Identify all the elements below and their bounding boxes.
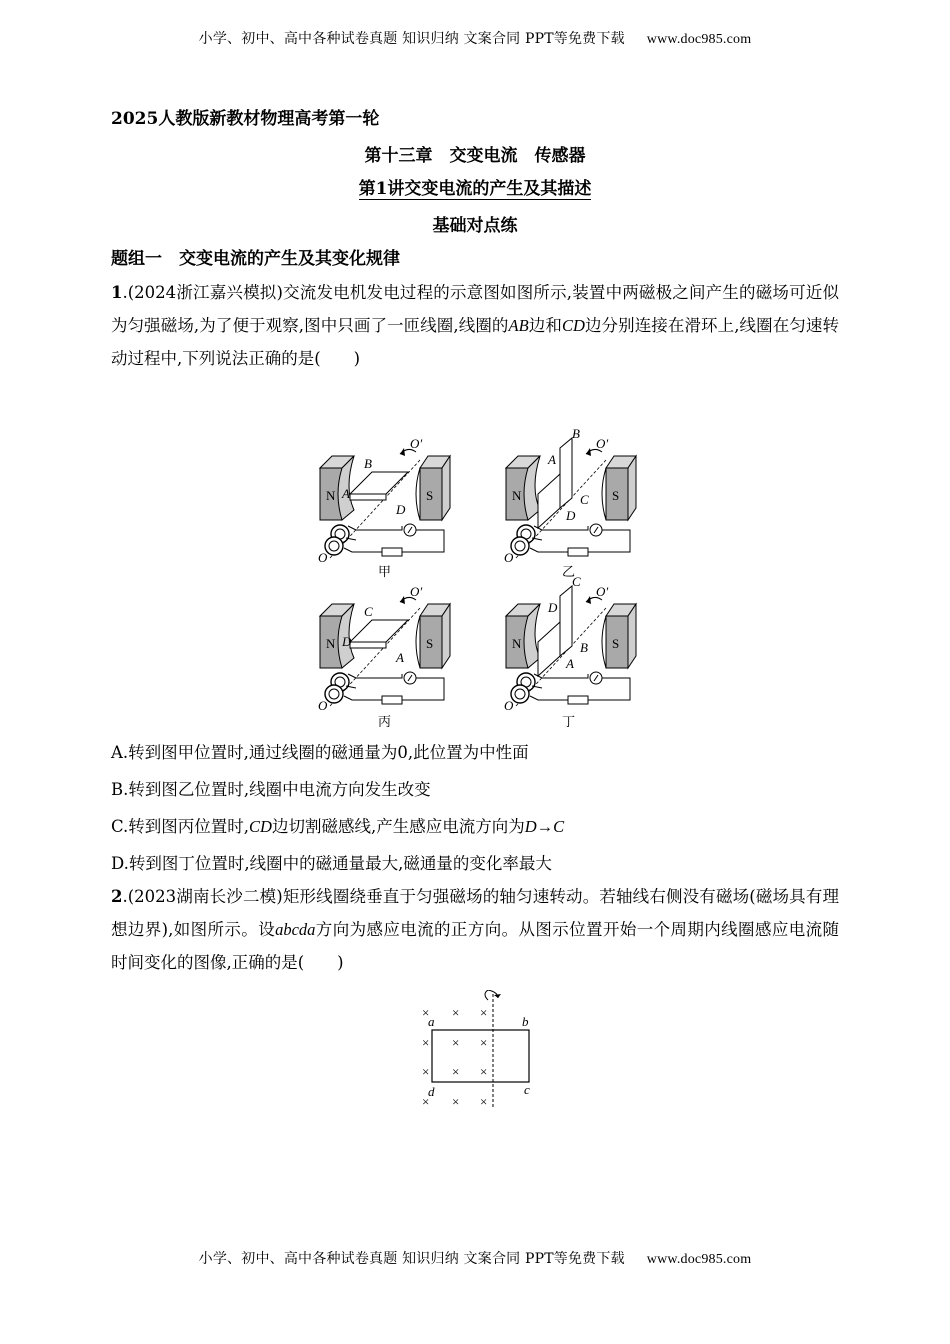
svg-text:×: × xyxy=(422,1005,430,1020)
panel-yi xyxy=(504,426,636,579)
page-header xyxy=(0,28,950,48)
header-text: 小学、初中、高中各种试卷真题 知识归纳 文案合同 PPT等免费下载 xyxy=(198,31,625,47)
document-body xyxy=(111,103,839,375)
question-2-text-b: 方向为感应电流的正方向。从图示位置开始一个周期内线圈感应电流随时间变化的图像,正确的是( ) xyxy=(111,920,840,972)
question-1-text-c: 边分别连接在滑环上,线圈在匀速转动过程中,下列说法正确的是( ) xyxy=(111,316,839,368)
svg-text:×: × xyxy=(422,1064,430,1079)
label-d: D xyxy=(342,634,352,649)
label-c: C xyxy=(580,492,589,507)
generator-figure xyxy=(312,422,642,727)
label-n: N xyxy=(326,488,336,503)
svg-text:×: × xyxy=(452,1064,460,1079)
svg-text:×: × xyxy=(422,1094,430,1109)
label-d: d xyxy=(428,1084,435,1099)
option-b[interactable]: B.转到图乙位置时,线圈中电流方向发生改变 xyxy=(111,780,431,799)
option-c-pre: C.转到图丙位置时, xyxy=(111,817,250,836)
label-c: C xyxy=(572,574,581,589)
svg-text:×: × xyxy=(480,1064,488,1079)
label-s: S xyxy=(612,488,620,503)
footer-text: 小学、初中、高中各种试卷真题 知识归纳 文案合同 PPT等免费下载 xyxy=(198,1251,625,1267)
panel-label-ding: 丁 xyxy=(562,714,576,727)
label-abcda: abcda xyxy=(275,920,316,939)
label-o: O xyxy=(504,698,514,713)
label-d: D xyxy=(548,600,558,615)
footer-site[interactable]: www.doc985.com xyxy=(646,1252,752,1267)
panel-bing xyxy=(318,584,450,727)
option-c-dir: D→C xyxy=(524,817,565,836)
label-s: S xyxy=(426,636,434,651)
panel-label-bing: 丙 xyxy=(378,714,392,727)
question-2-text-a: 矩形线圈绕垂直于匀强磁场的轴匀速转动。若轴线右侧没有磁场(磁场具有理想边界),如图所示。设 xyxy=(111,887,839,939)
label-a: A xyxy=(566,656,574,671)
chapter-title: 第十三章 交变电流 传感器 xyxy=(364,146,586,166)
label-n: N xyxy=(512,636,522,651)
svg-text:×: × xyxy=(422,1035,430,1050)
option-c-cd: CD xyxy=(249,817,272,836)
label-b: B xyxy=(580,640,588,655)
question-1-text-b: 边和 xyxy=(528,316,562,335)
label-o: O xyxy=(318,550,328,565)
label-a: A xyxy=(548,452,556,467)
label-ab: AB xyxy=(508,316,529,335)
label-o-prime: O′ xyxy=(410,436,423,451)
panel-jia xyxy=(318,436,450,579)
label-a: A xyxy=(342,486,350,501)
label-d: D xyxy=(396,502,406,517)
label-a: A xyxy=(396,650,404,665)
panel-ding xyxy=(504,574,636,727)
svg-text:×: × xyxy=(452,1005,460,1020)
group-title: 题组一 交变电流的产生及其变化规律 xyxy=(111,249,400,269)
svg-text:×: × xyxy=(480,1005,488,1020)
question-2-source: .(2023湖南长沙二模) xyxy=(122,887,283,906)
label-o: O xyxy=(504,550,514,565)
panel-label-yi: 乙 xyxy=(562,564,576,579)
question-1 xyxy=(111,276,839,375)
section-title: 基础对点练 xyxy=(432,216,518,236)
label-o-prime: O′ xyxy=(596,436,609,451)
label-b: b xyxy=(522,1014,529,1029)
coil-field-figure xyxy=(414,990,544,1112)
question-1-options xyxy=(111,734,839,882)
label-s: S xyxy=(612,636,620,651)
header-site[interactable]: www.doc985.com xyxy=(646,32,752,47)
question-1-source: .(2024浙江嘉兴模拟) xyxy=(122,283,283,302)
question-2-number: 2 xyxy=(111,887,123,906)
label-cd: CD xyxy=(561,316,585,335)
label-b: B xyxy=(364,456,372,471)
page-footer xyxy=(0,1248,950,1268)
lesson-title-text: 第1讲交变电流的产生及其描述 xyxy=(358,179,592,199)
label-o-prime: O′ xyxy=(596,584,609,599)
label-c: C xyxy=(364,604,373,619)
svg-text:×: × xyxy=(480,1094,488,1109)
label-d: D xyxy=(566,508,576,523)
option-c[interactable] xyxy=(111,808,839,845)
question-1-number: 1 xyxy=(111,283,123,302)
option-a[interactable]: A.转到图甲位置时,通过线圈的磁通量为0,此位置为中性面 xyxy=(111,743,529,762)
label-s: S xyxy=(426,488,434,503)
question-1-text-a: 交流发电机发电过程的示意图如图所示,装置中两磁极之间产生的磁场可近似为匀强磁场,为了便于观察,图中只画了一匝线圈,线圈的 xyxy=(111,283,839,335)
label-b: B xyxy=(572,426,580,441)
panel-label-jia: 甲 xyxy=(378,564,392,579)
option-d[interactable]: D.转到图丁位置时,线圈中的磁通量最大,磁通量的变化率最大 xyxy=(111,854,552,873)
question-2 xyxy=(111,880,839,979)
label-n: N xyxy=(326,636,336,651)
svg-text:×: × xyxy=(480,1035,488,1050)
svg-text:×: × xyxy=(452,1035,460,1050)
label-a: a xyxy=(428,1014,435,1029)
label-c: c xyxy=(524,1082,530,1097)
option-c-mid: 边切割磁感线,产生感应电流方向为 xyxy=(271,817,525,836)
label-o: O xyxy=(318,698,328,713)
label-n: N xyxy=(512,488,522,503)
book-title: 2025人教版新教材物理高考第一轮 xyxy=(111,109,380,129)
lesson-title xyxy=(111,173,839,206)
label-o-prime: O′ xyxy=(410,584,423,599)
svg-text:×: × xyxy=(452,1094,460,1109)
